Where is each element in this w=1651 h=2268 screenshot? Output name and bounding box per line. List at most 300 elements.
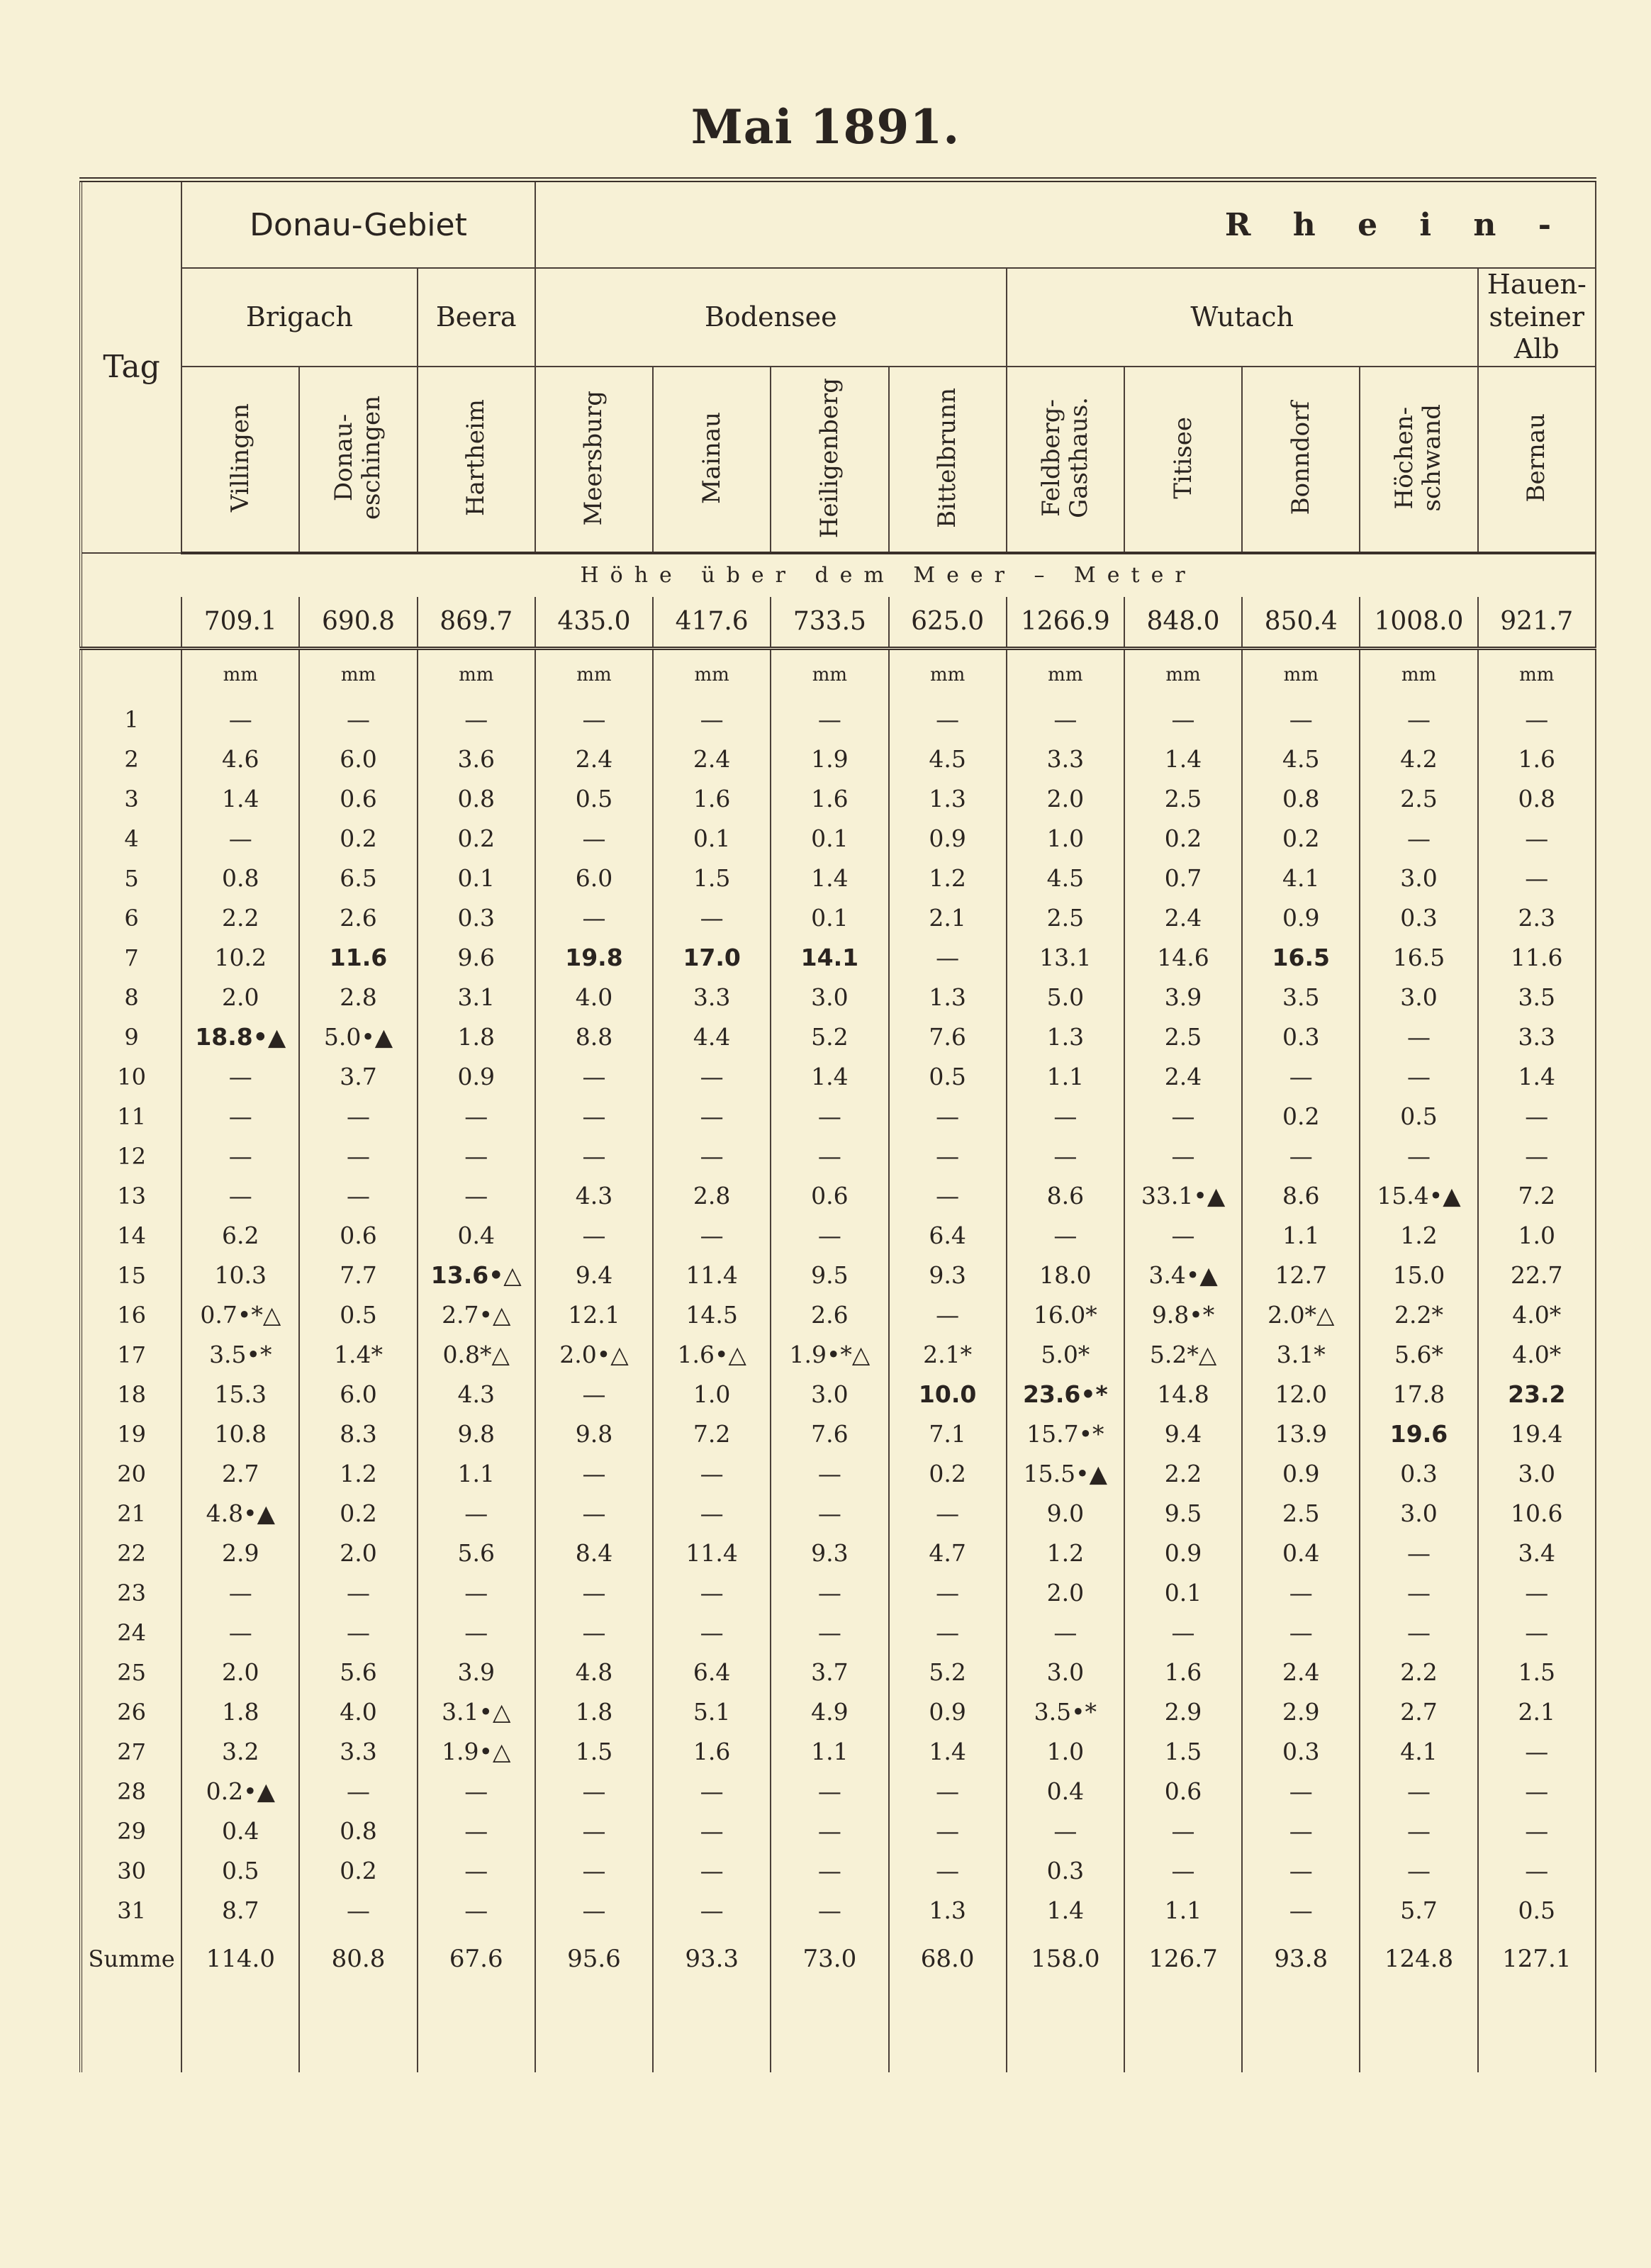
value-cell: 0.1 (653, 819, 771, 859)
value-cell: — (653, 1811, 771, 1851)
value-cell: 8.7 (181, 1891, 299, 1931)
value-cell: — (1124, 1136, 1242, 1176)
station-name: Donau- eschingen (330, 396, 386, 520)
value-cell: 13.1 (1007, 938, 1124, 978)
value-cell: 9.8•* (1124, 1295, 1242, 1335)
unit-empty (81, 648, 181, 700)
value-cell: 7.2 (1478, 1176, 1596, 1216)
value-cell: — (771, 1613, 888, 1653)
hoehe-value: 733.5 (771, 597, 888, 649)
station-header (1124, 367, 1242, 553)
value-cell: 2.1 (1478, 1692, 1596, 1732)
value-cell: — (1124, 1613, 1242, 1653)
value-cell: 4.0 (535, 978, 653, 1017)
day-cell: 19 (81, 1414, 181, 1454)
value-cell: 12.1 (535, 1295, 653, 1335)
value-cell: 0.4 (1007, 1772, 1124, 1811)
day-cell: 27 (81, 1732, 181, 1772)
value-cell: 1.4* (299, 1335, 417, 1375)
value-cell: 4.9 (771, 1692, 888, 1732)
value-cell: 0.5 (181, 1851, 299, 1891)
value-cell: 1.2 (1360, 1216, 1477, 1256)
spacer-cell (181, 1987, 299, 2072)
station-header (771, 367, 888, 553)
station-header (1478, 367, 1596, 553)
value-cell: 8.8 (535, 1017, 653, 1057)
value-cell: 18.0 (1007, 1256, 1124, 1295)
value-cell: 9.3 (771, 1534, 888, 1573)
value-cell: — (535, 1097, 653, 1136)
value-cell: 3.6 (418, 739, 535, 779)
hoehe-value: 690.8 (299, 597, 417, 649)
value-cell: 3.0 (1360, 859, 1477, 898)
summe-row (81, 1931, 1596, 1987)
table-row (81, 1097, 1596, 1136)
day-cell: 23 (81, 1573, 181, 1613)
value-cell: — (653, 1613, 771, 1653)
value-cell: — (1478, 1851, 1596, 1891)
value-cell: — (1242, 1891, 1360, 1931)
value-cell: — (1360, 1534, 1477, 1573)
spacer-cell (653, 1987, 771, 2072)
summe-value: 67.6 (418, 1931, 535, 1987)
value-cell: — (299, 1136, 417, 1176)
value-cell: 7.7 (299, 1256, 417, 1295)
day-cell: 2 (81, 739, 181, 779)
value-cell: 22.7 (1478, 1256, 1596, 1295)
hoehe-label: Höhe über dem Meer – Meter (181, 553, 1596, 597)
value-cell: — (1242, 700, 1360, 739)
day-cell: 26 (81, 1692, 181, 1732)
value-cell: 0.5 (535, 779, 653, 819)
value-cell: — (418, 1097, 535, 1136)
value-cell: 9.8 (535, 1414, 653, 1454)
value-cell: 5.0•▲ (299, 1017, 417, 1057)
value-cell: 5.6* (1360, 1335, 1477, 1375)
value-cell: 2.4 (1124, 1057, 1242, 1097)
spacer-cell (1478, 1987, 1596, 2072)
value-cell: 2.8 (299, 978, 417, 1017)
value-cell: 4.4 (653, 1017, 771, 1057)
spacer-cell (299, 1987, 417, 2072)
value-cell: 0.6 (299, 779, 417, 819)
value-cell: 3.7 (771, 1653, 888, 1692)
value-cell: 11.4 (653, 1534, 771, 1573)
day-cell: 3 (81, 779, 181, 819)
value-cell: 2.4 (1242, 1653, 1360, 1692)
value-cell: 0.6 (299, 1216, 417, 1256)
value-cell: 0.2 (299, 819, 417, 859)
value-cell: — (535, 1216, 653, 1256)
value-cell: 0.3 (1007, 1851, 1124, 1891)
value-cell: 3.4 (1478, 1534, 1596, 1573)
value-cell: 0.2 (418, 819, 535, 859)
value-cell: 9.3 (889, 1256, 1007, 1295)
value-cell: 3.5•* (181, 1335, 299, 1375)
value-cell: — (771, 1454, 888, 1494)
table-row (81, 1335, 1596, 1375)
value-cell: 10.2 (181, 938, 299, 978)
hoehe-value: 921.7 (1478, 597, 1596, 649)
unit-label: mm (889, 648, 1007, 700)
station-name: Höchen- schwand (1390, 404, 1447, 512)
value-cell: 2.2 (1124, 1454, 1242, 1494)
value-cell: — (889, 1811, 1007, 1851)
value-cell: 0.3 (1360, 898, 1477, 938)
value-cell: 2.7 (1360, 1692, 1477, 1732)
day-cell: 31 (81, 1891, 181, 1931)
station-header (1242, 367, 1360, 553)
station-header (418, 367, 535, 553)
value-cell: 1.4 (889, 1732, 1007, 1772)
value-cell: 1.4 (1478, 1057, 1596, 1097)
value-cell: 23.2 (1478, 1375, 1596, 1414)
value-cell: 6.2 (181, 1216, 299, 1256)
value-cell: — (1007, 1613, 1124, 1653)
value-cell: — (1242, 1057, 1360, 1097)
value-cell: — (535, 1494, 653, 1534)
value-cell: — (653, 1454, 771, 1494)
value-cell: 0.9 (418, 1057, 535, 1097)
value-cell: — (1124, 1811, 1242, 1851)
value-cell: 3.0 (1360, 978, 1477, 1017)
value-cell: 3.3 (299, 1732, 417, 1772)
value-cell: 16.5 (1360, 938, 1477, 978)
table-row (81, 1375, 1596, 1414)
value-cell: — (1478, 1136, 1596, 1176)
station-header (181, 367, 299, 553)
value-cell: — (653, 1097, 771, 1136)
value-cell: 0.1 (771, 819, 888, 859)
value-cell: 3.5•* (1007, 1692, 1124, 1732)
unit-label: mm (1242, 648, 1360, 700)
value-cell: — (771, 1891, 888, 1931)
table-row (81, 978, 1596, 1017)
summe-value: 158.0 (1007, 1931, 1124, 1987)
value-cell: 9.5 (1124, 1494, 1242, 1534)
value-cell: 0.8 (299, 1811, 417, 1851)
value-cell: 9.6 (418, 938, 535, 978)
value-cell: 1.4 (771, 1057, 888, 1097)
value-cell: — (889, 1613, 1007, 1653)
rhein-header: R h e i n - (535, 182, 1596, 268)
brigach-header: Brigach (181, 268, 417, 367)
value-cell: — (181, 1176, 299, 1216)
value-cell: — (535, 1891, 653, 1931)
value-cell: 2.7•△ (418, 1295, 535, 1335)
table-row (81, 1534, 1596, 1573)
station-name: Bittelbrunn (933, 387, 962, 528)
value-cell: 1.4 (1124, 739, 1242, 779)
value-cell: 14.1 (771, 938, 888, 978)
value-cell: 0.4 (418, 1216, 535, 1256)
value-cell: 11.4 (653, 1256, 771, 1295)
table-row (81, 700, 1596, 739)
spacer-cell (535, 1987, 653, 2072)
value-cell: 1.1 (1242, 1216, 1360, 1256)
value-cell: 1.5 (1124, 1732, 1242, 1772)
value-cell: 0.4 (1242, 1534, 1360, 1573)
unit-label: mm (653, 648, 771, 700)
value-cell: 5.2 (889, 1653, 1007, 1692)
station-header (1007, 367, 1124, 553)
value-cell: 0.6 (1124, 1772, 1242, 1811)
value-cell: — (418, 1573, 535, 1613)
value-cell: 18.8•▲ (181, 1017, 299, 1057)
value-cell: 3.3 (1478, 1017, 1596, 1057)
value-cell: 2.6 (771, 1295, 888, 1335)
precipitation-table (79, 182, 1596, 2072)
value-cell: — (181, 819, 299, 859)
value-cell: 3.0 (1360, 1494, 1477, 1534)
value-cell: — (653, 1136, 771, 1176)
value-cell: 1.0 (1007, 819, 1124, 859)
value-cell: 11.6 (299, 938, 417, 978)
value-cell: — (889, 1097, 1007, 1136)
table-row (81, 1891, 1596, 1931)
value-cell: 2.5 (1242, 1494, 1360, 1534)
value-cell: 4.1 (1242, 859, 1360, 898)
unit-label: mm (418, 648, 535, 700)
value-cell: 0.6 (771, 1176, 888, 1216)
value-cell: — (653, 1772, 771, 1811)
day-cell: 17 (81, 1335, 181, 1375)
value-cell: — (418, 1176, 535, 1216)
value-cell: — (535, 1454, 653, 1494)
table-row (81, 1653, 1596, 1692)
hoehe-row (81, 597, 1596, 649)
value-cell: 2.9 (1124, 1692, 1242, 1732)
value-cell: — (771, 1494, 888, 1534)
value-cell: 2.5 (1007, 898, 1124, 938)
value-cell: 0.5 (1478, 1891, 1596, 1931)
hoehe-value: 848.0 (1124, 597, 1242, 649)
spacer-row (81, 1987, 1596, 2072)
value-cell: 1.3 (889, 779, 1007, 819)
value-cell: 1.5 (1478, 1653, 1596, 1692)
value-cell: 19.4 (1478, 1414, 1596, 1454)
value-cell: 0.3 (1242, 1732, 1360, 1772)
day-cell: 1 (81, 700, 181, 739)
value-cell: — (771, 1216, 888, 1256)
station-name: Bernau (1522, 413, 1551, 503)
hoehe-value: 625.0 (889, 597, 1007, 649)
value-cell: 0.2 (1242, 819, 1360, 859)
station-name: Feldberg- Gasthaus. (1036, 397, 1093, 519)
value-cell: 3.4•▲ (1124, 1256, 1242, 1295)
unit-label: mm (1478, 648, 1596, 700)
value-cell: 11.6 (1478, 938, 1596, 978)
value-cell: 0.2 (1242, 1097, 1360, 1136)
table-row (81, 1494, 1596, 1534)
value-cell: 3.1* (1242, 1335, 1360, 1375)
value-cell: — (535, 700, 653, 739)
value-cell: 2.0 (181, 978, 299, 1017)
value-cell: — (535, 898, 653, 938)
value-cell: — (771, 1097, 888, 1136)
value-cell: — (418, 700, 535, 739)
value-cell: — (889, 1851, 1007, 1891)
value-cell: 0.8 (1478, 779, 1596, 819)
value-cell: 1.1 (1007, 1057, 1124, 1097)
value-cell: 5.1 (653, 1692, 771, 1732)
table-row (81, 1017, 1596, 1057)
value-cell: 3.0 (1007, 1653, 1124, 1692)
value-cell: 1.6 (1478, 739, 1596, 779)
value-cell: 7.6 (771, 1414, 888, 1454)
value-cell: — (418, 1891, 535, 1931)
value-cell: 6.5 (299, 859, 417, 898)
spacer-cell (1360, 1987, 1477, 2072)
value-cell: — (653, 1057, 771, 1097)
value-cell: 3.0 (771, 1375, 888, 1414)
value-cell: — (653, 1216, 771, 1256)
station-name: Heiligenberg (815, 377, 844, 538)
value-cell: 0.3 (1242, 1017, 1360, 1057)
value-cell: 3.0 (771, 978, 888, 1017)
value-cell: 5.0 (1007, 978, 1124, 1017)
value-cell: 2.5 (1124, 779, 1242, 819)
value-cell: 2.5 (1360, 779, 1477, 819)
unit-label: mm (1360, 648, 1477, 700)
value-cell: 19.6 (1360, 1414, 1477, 1454)
table-row (81, 1256, 1596, 1295)
value-cell: — (1007, 1811, 1124, 1851)
day-cell: 9 (81, 1017, 181, 1057)
value-cell: 5.2 (771, 1017, 888, 1057)
value-cell: — (1360, 1772, 1477, 1811)
value-cell: 0.3 (418, 898, 535, 938)
unit-label: mm (299, 648, 417, 700)
value-cell: — (1242, 1613, 1360, 1653)
day-cell: 10 (81, 1057, 181, 1097)
value-cell: 7.2 (653, 1414, 771, 1454)
value-cell: 7.6 (889, 1017, 1007, 1057)
value-cell: — (1360, 1573, 1477, 1613)
value-cell: 5.0* (1007, 1335, 1124, 1375)
day-cell: 28 (81, 1772, 181, 1811)
value-cell: 1.6 (771, 779, 888, 819)
value-cell: — (889, 1772, 1007, 1811)
day-cell: 21 (81, 1494, 181, 1534)
value-cell: 2.1 (889, 898, 1007, 938)
value-cell: — (889, 1573, 1007, 1613)
value-cell: 2.4 (653, 739, 771, 779)
value-cell: 4.0* (1478, 1295, 1596, 1335)
table-row (81, 1176, 1596, 1216)
value-cell: — (1124, 1097, 1242, 1136)
value-cell: — (535, 1772, 653, 1811)
value-cell: 9.0 (1007, 1494, 1124, 1534)
value-cell: — (1360, 1136, 1477, 1176)
value-cell: 2.9 (1242, 1692, 1360, 1732)
beera-header: Beera (418, 268, 535, 367)
value-cell: 0.2•▲ (181, 1772, 299, 1811)
value-cell: — (535, 1375, 653, 1414)
spacer-cell (889, 1987, 1007, 2072)
table-row (81, 1136, 1596, 1176)
value-cell: 3.3 (1007, 739, 1124, 779)
value-cell: 0.9 (1124, 1534, 1242, 1573)
value-cell: 0.3 (1360, 1454, 1477, 1494)
value-cell: — (535, 1057, 653, 1097)
value-cell: 12.7 (1242, 1256, 1360, 1295)
unit-label: mm (771, 648, 888, 700)
value-cell: — (1360, 819, 1477, 859)
value-cell: 9.5 (771, 1256, 888, 1295)
hoehe-value: 1008.0 (1360, 597, 1477, 649)
value-cell: 17.0 (653, 938, 771, 978)
value-cell: — (1360, 1057, 1477, 1097)
table-row (81, 1573, 1596, 1613)
station-name: Villingen (225, 403, 254, 513)
spacer-cell (1242, 1987, 1360, 2072)
value-cell: — (1242, 1136, 1360, 1176)
summe-value: 114.0 (181, 1931, 299, 1987)
value-cell: 3.0 (1478, 1454, 1596, 1494)
value-cell: 0.8 (418, 779, 535, 819)
spacer-cell (1007, 1987, 1124, 2072)
value-cell: 3.1 (418, 978, 535, 1017)
value-cell: — (535, 1136, 653, 1176)
value-cell: 1.9•△ (418, 1732, 535, 1772)
value-cell: — (889, 1176, 1007, 1216)
value-cell: — (535, 1851, 653, 1891)
day-cell: 16 (81, 1295, 181, 1335)
value-cell: 8.4 (535, 1534, 653, 1573)
summe-value: 93.3 (653, 1931, 771, 1987)
value-cell: 6.0 (299, 739, 417, 779)
station-header (299, 367, 417, 553)
value-cell: 1.0 (653, 1375, 771, 1414)
table-row (81, 739, 1596, 779)
value-cell: 15.3 (181, 1375, 299, 1414)
value-cell: 4.6 (181, 739, 299, 779)
value-cell: 1.0 (1478, 1216, 1596, 1256)
value-cell: 0.8*△ (418, 1335, 535, 1375)
day-cell: 13 (81, 1176, 181, 1216)
summe-value: 126.7 (1124, 1931, 1242, 1987)
table-body (81, 553, 1596, 2072)
unit-label: mm (181, 648, 299, 700)
value-cell: 1.4 (1007, 1891, 1124, 1931)
value-cell: 10.6 (1478, 1494, 1596, 1534)
value-cell: — (418, 1851, 535, 1891)
value-cell: 2.2 (181, 898, 299, 938)
value-cell: — (299, 1097, 417, 1136)
value-cell: 0.5 (889, 1057, 1007, 1097)
value-cell: 9.4 (1124, 1414, 1242, 1454)
table-row (81, 1851, 1596, 1891)
value-cell: 2.7 (181, 1454, 299, 1494)
value-cell: — (653, 1573, 771, 1613)
value-cell: 0.2 (1124, 819, 1242, 859)
value-cell: 0.9 (889, 1692, 1007, 1732)
value-cell: 2.4 (535, 739, 653, 779)
value-cell: 1.2 (1007, 1534, 1124, 1573)
value-cell: — (1242, 1772, 1360, 1811)
value-cell: 8.6 (1242, 1176, 1360, 1216)
value-cell: 0.1 (771, 898, 888, 938)
value-cell: — (1360, 1851, 1477, 1891)
value-cell: — (889, 1494, 1007, 1534)
value-cell: — (535, 1573, 653, 1613)
value-cell: 2.0 (181, 1653, 299, 1692)
value-cell: 8.3 (299, 1414, 417, 1454)
value-cell: 17.8 (1360, 1375, 1477, 1414)
value-cell: — (181, 700, 299, 739)
wutach-header: Wutach (1007, 268, 1478, 367)
